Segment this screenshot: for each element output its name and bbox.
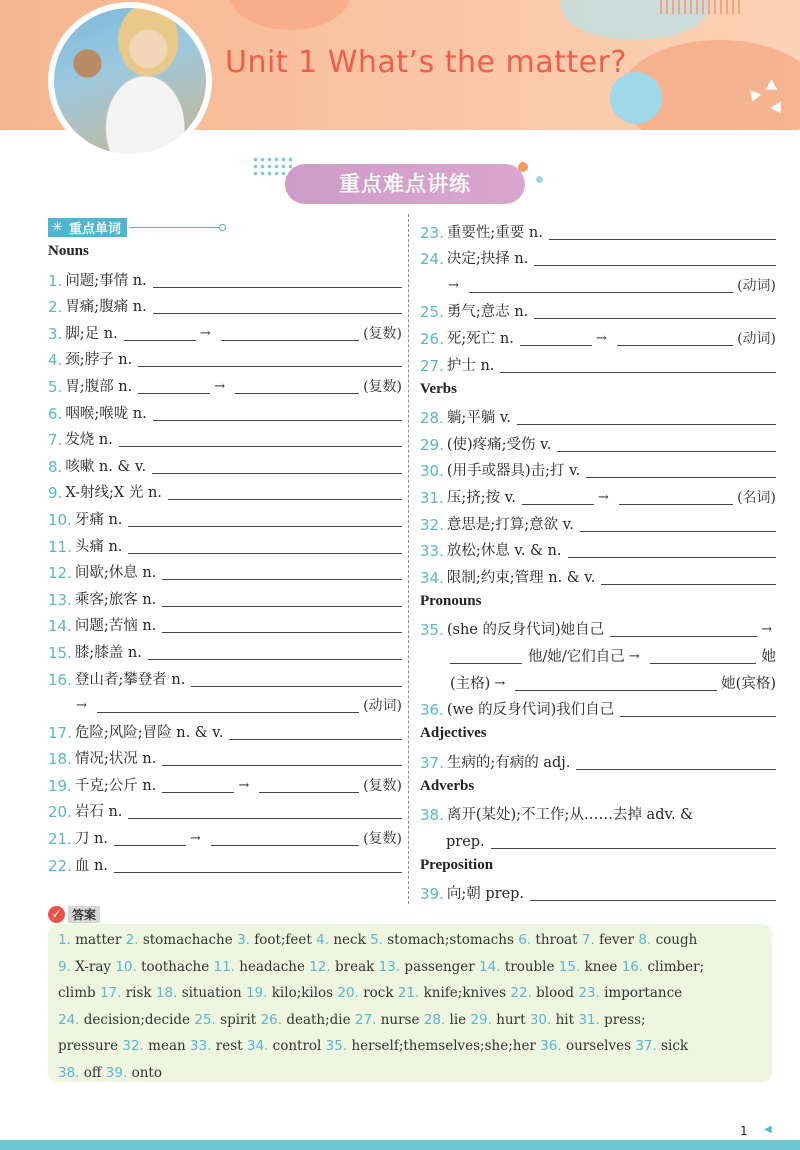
item-prompt: 决定;抉择 n.	[446, 251, 529, 268]
answer-word: death;die	[286, 1011, 351, 1028]
list-item	[48, 503, 402, 530]
item-number: 27.	[420, 356, 444, 375]
list-item: 他/她/它们自己 → 她	[420, 640, 776, 667]
arrow-icon: →	[595, 330, 607, 346]
answer-blank[interactable]	[500, 357, 776, 373]
answer-word: break	[335, 958, 375, 975]
answer-blank[interactable]	[162, 591, 402, 607]
answer-number: 7.	[581, 932, 595, 948]
item-number: 29.	[420, 435, 444, 454]
answer-blank[interactable]	[557, 436, 776, 452]
answer-number: 8.	[638, 932, 652, 948]
list-item	[420, 243, 776, 270]
answer-blank[interactable]	[114, 830, 186, 846]
arrow-icon: →	[448, 277, 459, 293]
verbs-list	[420, 402, 776, 588]
answer-word: matter	[75, 932, 122, 948]
item-prompt: 重要性;重要 n.	[446, 224, 543, 241]
answer-number: 9.	[58, 958, 71, 975]
item-number: 7.	[48, 431, 63, 450]
answer-blank[interactable]	[128, 511, 402, 527]
item-prompt: 意思是;打算;意欲 v.	[446, 516, 574, 533]
arrow-icon: →	[238, 777, 250, 793]
list-item: 39. 向;朝 prep.	[420, 878, 776, 905]
item-number: 12.	[48, 564, 72, 583]
item-prompt: 躺;平躺 v.	[446, 410, 511, 427]
item-prompt: 膝;膝盖 n.	[74, 644, 142, 661]
item-number: 16.	[48, 670, 72, 689]
arrow-icon: →	[214, 378, 226, 394]
list-item: 35. (she 的反身代词)她自己 →	[420, 621, 772, 640]
student-photo	[48, 2, 212, 160]
answer-number: 36.	[540, 1038, 562, 1054]
answer-word: hurt	[496, 1011, 526, 1028]
item-prompt: 间歇;休息 n.	[74, 565, 157, 582]
answer-word: cough	[655, 932, 698, 948]
list-item	[48, 317, 402, 344]
list-item	[420, 455, 776, 482]
answer-word: toothache	[141, 958, 210, 975]
item-hint: (复数)	[363, 777, 402, 794]
answer-number: 12.	[309, 958, 331, 975]
answer-number: 27.	[354, 1011, 377, 1028]
item-hint: (动词)	[737, 330, 776, 347]
item-prompt: 咽喉;喉咙 n.	[65, 405, 147, 422]
answer-blank[interactable]	[162, 617, 402, 633]
answer-blank[interactable]	[620, 701, 776, 717]
answer-number: 30.	[529, 1011, 552, 1028]
answer-number: 18.	[155, 985, 178, 1001]
answer-word: passenger	[404, 958, 475, 975]
item-hint: (复数)	[363, 831, 402, 848]
page-number: 1	[740, 1124, 748, 1138]
nouns-list-continued	[420, 216, 776, 376]
answer-word: herself;themselves;she;her	[351, 1038, 536, 1054]
answer-number: 13.	[378, 958, 401, 975]
answer-word: rock	[363, 985, 394, 1001]
answer-line	[58, 980, 762, 1007]
answer-number: 31.	[578, 1011, 600, 1028]
item-number: 2.	[48, 298, 63, 317]
list-item	[48, 822, 402, 849]
list-item	[48, 690, 402, 717]
list-item	[48, 796, 402, 823]
list-item: 36. (we 的反身代词)我们自己	[420, 694, 776, 721]
answer-word: climber;	[647, 958, 705, 975]
list-item	[48, 424, 402, 451]
item-number: 23.	[420, 223, 444, 242]
answer-blank[interactable]	[191, 671, 402, 687]
answer-word: fever	[599, 932, 635, 948]
answer-line	[58, 927, 762, 954]
item-number: 1.	[48, 271, 63, 290]
answer-blank[interactable]	[530, 885, 776, 901]
list-item	[420, 349, 776, 376]
answer-blank[interactable]	[152, 458, 402, 474]
answer-word: lie	[449, 1011, 467, 1028]
answer-blank[interactable]	[650, 648, 756, 664]
item-number: 8.	[48, 457, 63, 476]
item-number: 4.	[48, 351, 63, 370]
answer-blank[interactable]	[520, 330, 592, 346]
answer-number: 29.	[470, 1011, 492, 1028]
item-number: 33.	[420, 542, 444, 561]
answer-number: 11.	[213, 958, 235, 975]
answer-word: sick	[661, 1038, 689, 1054]
answer-blank[interactable]	[229, 724, 402, 740]
item-number: 20.	[48, 803, 72, 822]
list-item	[420, 481, 776, 508]
answer-blank[interactable]	[128, 538, 402, 554]
answer-word: neck	[333, 932, 366, 948]
answer-blank[interactable]	[138, 378, 210, 394]
answer-word: kilo;kilos	[271, 985, 334, 1001]
list-item	[420, 508, 776, 535]
answer-word: pressure	[58, 1038, 119, 1054]
answer-blank[interactable]	[221, 325, 359, 341]
left-column	[48, 216, 402, 876]
answer-word: stomachache	[142, 932, 233, 948]
nouns-list	[48, 264, 402, 876]
answer-word: onto	[131, 1064, 162, 1081]
item-hint: (复数)	[363, 325, 402, 342]
item-number: 15.	[48, 643, 72, 662]
answer-number: 21.	[397, 985, 420, 1001]
item-prompt: 咳嗽 n. & v.	[65, 458, 147, 475]
list-item	[420, 535, 776, 562]
answer-word: blood	[536, 985, 575, 1001]
list-item	[48, 849, 402, 876]
list-item	[48, 663, 402, 690]
item-prompt: 死;死亡 n.	[446, 330, 514, 347]
answer-blank[interactable]	[114, 857, 402, 873]
answer-blank[interactable]	[148, 644, 402, 660]
answer-number: 25.	[194, 1011, 216, 1028]
answer-word: mean	[148, 1038, 186, 1054]
item-prompt: 头痛 n.	[74, 538, 123, 555]
answer-blank[interactable]	[617, 330, 733, 346]
answer-number: 24.	[58, 1011, 80, 1028]
answer-blank[interactable]	[162, 777, 234, 793]
item-number: 22.	[48, 856, 72, 875]
answer-number: 34.	[246, 1038, 269, 1054]
answer-blank[interactable]	[549, 224, 776, 240]
answer-word: press;	[604, 1011, 646, 1028]
answer-blank[interactable]	[619, 489, 733, 505]
list-item	[48, 264, 402, 291]
vocab-badge-row	[48, 216, 402, 238]
answer-number: 26.	[260, 1011, 283, 1028]
answer-word: risk	[125, 985, 152, 1001]
item-prompt: 发烧 n.	[65, 432, 113, 449]
item-prompt: 压;挤;按 v.	[446, 489, 516, 506]
decor-dot	[536, 176, 543, 183]
answer-blank[interactable]	[153, 272, 402, 288]
item-prompt: 颈;脖子 n.	[65, 352, 133, 369]
list-item	[420, 428, 776, 455]
item-prompt: 勇气;意志 n.	[446, 304, 529, 321]
item-prompt: 问题;苦恼 n.	[74, 618, 157, 635]
answer-word: throat	[535, 932, 578, 948]
item-prompt: 胃痛;腹痛 n.	[65, 299, 147, 316]
item-prompt: 牙痛 n.	[74, 511, 123, 528]
item-prompt: (用手或器具)击;打 v.	[446, 463, 581, 480]
answer-number: 2.	[125, 932, 139, 948]
answer-blank[interactable]	[162, 564, 402, 580]
answer-blank[interactable]	[128, 803, 402, 819]
item-number: 28.	[420, 409, 444, 428]
answer-word: spirit	[220, 1011, 257, 1028]
answer-word: importance	[604, 985, 683, 1001]
answer-tag	[48, 906, 100, 923]
item-number: 34.	[420, 568, 444, 587]
answer-blank[interactable]	[580, 516, 776, 532]
checkmark-icon: ✓	[48, 906, 65, 923]
answer-word: foot;feet	[254, 932, 312, 948]
footer-bar	[0, 1140, 800, 1150]
list-item	[48, 370, 402, 397]
answer-blank[interactable]	[576, 754, 776, 770]
answer-number: 28.	[423, 1011, 446, 1028]
answer-blank[interactable]	[469, 277, 733, 293]
pronouns-heading: Pronouns	[420, 592, 482, 609]
list-item	[420, 561, 776, 588]
answer-number: 15.	[558, 958, 581, 975]
answer-word: rest	[215, 1038, 243, 1054]
list-item: (主格) → 她(宾格)	[450, 675, 776, 692]
answer-word: knee	[584, 958, 618, 975]
answer-word: climb	[58, 985, 96, 1001]
answer-word: trouble	[504, 958, 555, 975]
section-title: 重点难点讲练	[285, 164, 525, 204]
list-item	[420, 216, 776, 243]
list-item	[48, 583, 402, 610]
answer-number: 23.	[578, 985, 600, 1001]
list-item	[420, 296, 776, 323]
item-number: 26.	[420, 329, 444, 348]
item-prompt: 限制;约束;管理 n. & v.	[446, 569, 596, 586]
answer-blank[interactable]	[450, 648, 522, 664]
answer-number: 6.	[518, 932, 532, 948]
list-item	[420, 322, 776, 349]
answer-number: 22.	[510, 985, 532, 1001]
answer-blank[interactable]	[235, 378, 359, 394]
answer-blank[interactable]	[515, 675, 717, 691]
item-hint: (动词)	[737, 277, 776, 294]
item-prompt: 血 n.	[74, 857, 108, 874]
answer-blank[interactable]	[168, 484, 402, 500]
answer-number: 4.	[316, 932, 330, 948]
item-number: 19.	[48, 776, 72, 795]
answer-word: stomach;stomachs	[387, 932, 514, 948]
answer-number: 1.	[58, 932, 71, 948]
answer-word: ourselves	[565, 1038, 632, 1054]
page-arrow-icon: ◀	[764, 1124, 772, 1135]
answer-blank[interactable]	[259, 777, 359, 793]
item-prompt: (使)疼痛;受伤 v.	[446, 436, 552, 453]
list-item	[48, 344, 402, 371]
item-prompt: 岩石 n.	[74, 804, 123, 821]
answer-blank[interactable]	[491, 833, 776, 849]
list-item	[48, 636, 402, 663]
item-hint: (动词)	[363, 698, 402, 715]
arrow-icon: →	[628, 648, 640, 664]
item-number: 11.	[48, 537, 72, 556]
answer-blank[interactable]	[124, 325, 196, 341]
list-item	[48, 477, 402, 504]
answer-number: 35.	[325, 1038, 348, 1054]
item-prompt: 刀 n.	[74, 831, 108, 848]
answer-word: decision;decide	[83, 1011, 191, 1028]
answer-blank[interactable]	[568, 542, 776, 558]
list-item	[48, 743, 402, 770]
answer-word: headache	[239, 958, 305, 975]
answer-number: 37.	[635, 1038, 657, 1054]
item-number: 17.	[48, 723, 72, 742]
list-item: 38. 离开(某处);不工作;从……去掉 adv. &	[420, 806, 694, 825]
list-item	[48, 716, 402, 743]
list-item	[420, 402, 776, 429]
list-item	[48, 557, 402, 584]
answer-blank[interactable]	[211, 830, 359, 846]
item-number: 32.	[420, 515, 444, 534]
answer-blank[interactable]	[153, 405, 402, 421]
item-prompt: 护士 n.	[446, 357, 495, 374]
arrow-icon: →	[761, 622, 772, 638]
item-prompt: 登山者;攀登者 n.	[74, 671, 186, 688]
answer-number: 17.	[99, 985, 122, 1001]
answer-line	[58, 1007, 762, 1034]
item-number: 25.	[420, 303, 444, 322]
decor-dot	[518, 162, 528, 172]
answer-number: 38.	[58, 1064, 80, 1081]
list-item	[420, 269, 776, 296]
answer-number: 16.	[621, 958, 644, 975]
item-number: 13.	[48, 590, 72, 609]
answer-blank[interactable]	[97, 697, 359, 713]
decor-blob	[230, 0, 350, 30]
answer-number: 39.	[105, 1064, 128, 1081]
verbs-heading: Verbs	[420, 380, 457, 397]
answer-number: 5.	[370, 932, 383, 948]
answer-line	[58, 1033, 762, 1060]
list-item	[48, 769, 402, 796]
list-item: prep.	[420, 825, 776, 852]
unit-title: Unit 1 Whatʼs the matter?	[225, 45, 627, 80]
item-number: 3.	[48, 324, 63, 343]
item-number: 31.	[420, 488, 444, 507]
answer-number: 3.	[237, 932, 250, 948]
item-prompt: 危险;风险;冒险 n. & v.	[74, 724, 224, 741]
answer-blank[interactable]	[522, 489, 594, 505]
item-prompt: 脚;足 n.	[65, 325, 118, 342]
list-item	[48, 530, 402, 557]
answer-number: 32.	[122, 1038, 144, 1054]
arrow-icon: →	[76, 698, 87, 714]
adjectives-heading: Adjectives	[420, 725, 487, 742]
right-column	[420, 216, 776, 904]
answer-box	[48, 924, 772, 1082]
preposition-heading: Preposition	[420, 856, 494, 873]
list-item	[48, 291, 402, 318]
item-prompt: 情况;状况 n.	[74, 751, 157, 768]
answer-blank[interactable]	[517, 409, 776, 425]
item-prompt: 放松;休息 v. & n.	[446, 543, 562, 560]
list-item	[48, 450, 402, 477]
item-number: 21.	[48, 830, 72, 849]
list-item	[48, 397, 402, 424]
answer-word: off	[83, 1064, 102, 1081]
item-hint: (名词)	[737, 489, 776, 506]
answer-blank[interactable]	[119, 431, 402, 447]
answer-word: control	[272, 1038, 322, 1054]
sparkle-icon: ✳	[52, 219, 63, 235]
answer-blank[interactable]	[153, 298, 402, 314]
answer-word: nurse	[380, 1011, 420, 1028]
answer-label: 答案	[68, 906, 100, 923]
arrow-icon: →	[189, 831, 201, 847]
answer-blank[interactable]	[586, 462, 776, 478]
answer-number: 10.	[115, 958, 137, 975]
answer-word: X-ray	[75, 958, 112, 975]
answer-number: 33.	[190, 1038, 212, 1054]
list-item: 37. 生病的;有病的 adj.	[420, 746, 776, 773]
decor-stripes	[660, 0, 740, 14]
item-prompt: 胃;腹部 n.	[65, 378, 133, 395]
nouns-heading: Nouns	[48, 243, 89, 259]
answer-blank[interactable]	[534, 250, 776, 266]
item-number: 9.	[48, 484, 63, 503]
list-item	[48, 610, 402, 637]
answer-line	[58, 1060, 762, 1087]
item-number: 30.	[420, 462, 444, 481]
answer-blank[interactable]	[534, 303, 776, 319]
answer-blank[interactable]	[162, 750, 402, 766]
answer-word: hit	[555, 1011, 575, 1028]
item-number: 14.	[48, 617, 72, 636]
item-number: 5.	[48, 377, 63, 396]
answer-word: knife;knives	[423, 985, 507, 1001]
column-divider	[408, 214, 409, 904]
item-prompt: 千克;公斤 n.	[74, 777, 157, 794]
answer-blank[interactable]	[601, 569, 776, 585]
item-hint: (复数)	[363, 378, 402, 395]
item-prompt: 乘客;旅客 n.	[74, 591, 157, 608]
arrow-icon: →	[494, 675, 506, 691]
answer-line	[58, 954, 762, 981]
answer-number: 20.	[337, 985, 359, 1001]
arrow-icon: →	[199, 325, 211, 341]
answer-blank[interactable]	[610, 621, 757, 637]
item-number: 18.	[48, 750, 72, 769]
item-number: 10.	[48, 510, 72, 529]
answer-blank[interactable]	[138, 351, 402, 367]
adverbs-heading: Adverbs	[420, 777, 475, 794]
answer-number: 19.	[245, 985, 268, 1001]
item-prompt: X-射线;X 光 n.	[65, 485, 162, 502]
item-number: 24.	[420, 250, 444, 269]
answer-number: 14.	[479, 958, 501, 975]
vocab-badge: ✳ 重点单词	[48, 218, 127, 237]
item-number: 6.	[48, 404, 63, 423]
arrow-icon: →	[597, 489, 609, 505]
answer-word: situation	[181, 985, 242, 1001]
item-prompt: 问题;事情 n.	[65, 272, 147, 289]
